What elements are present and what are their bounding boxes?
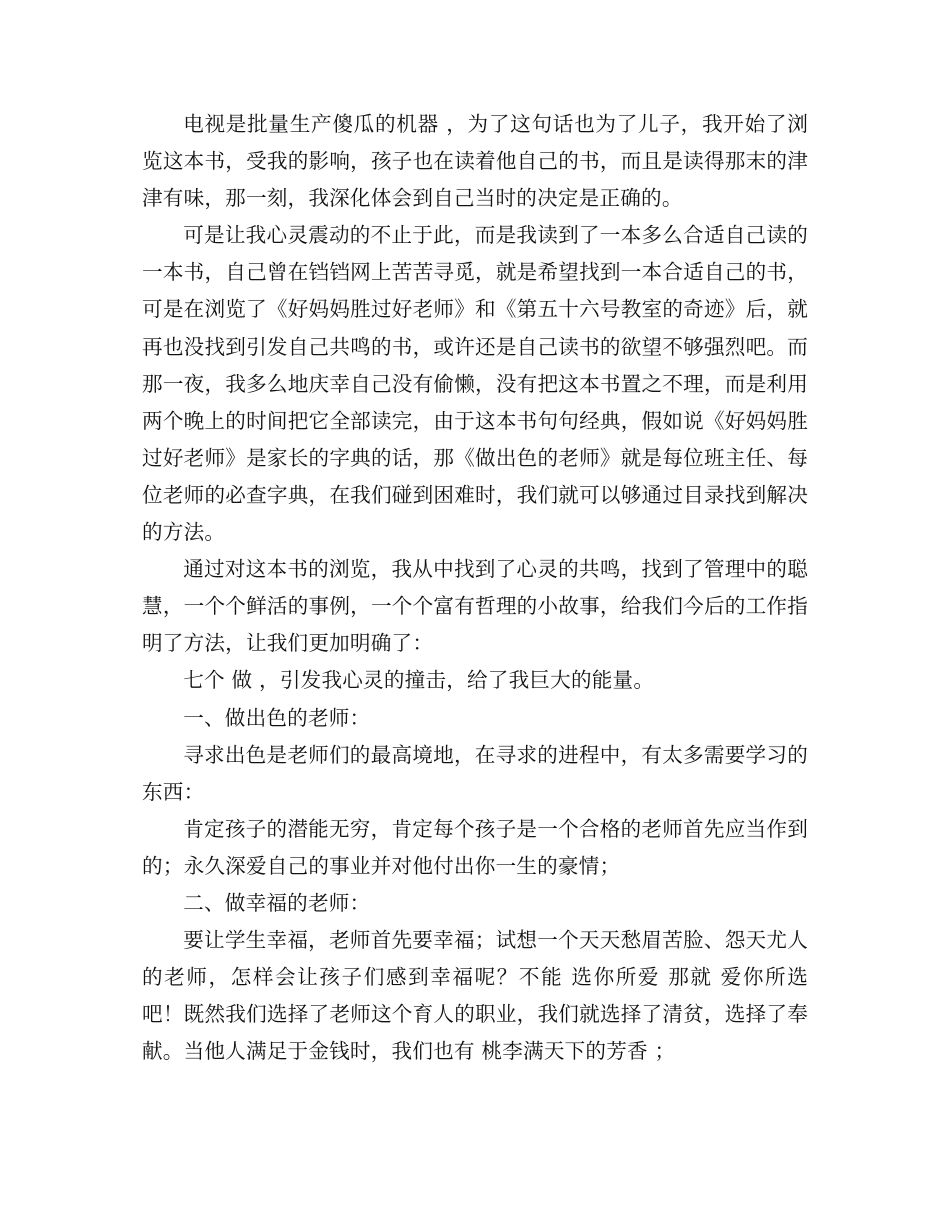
section-heading-1: 一、做出色的老师： — [183, 705, 371, 730]
paragraph-2: 可是让我心灵震动的不止于此，而是我读到了一本多么合适自己读的一本书，自己曾在铛铛网上苦苦寻觅，就是希望找到一本合适自己的书，可是在浏览了《好妈妈胜过好老师》和《第五十六号教室的奇迹》后，就再也没找到引发自己共鸣的书，或许还是自己读书的欲望不够强烈吧。而那一夜，我多么地庆幸自己没有偷懒，没有把这本书置之不理，而是利用两个晚上的时间把它全部读完，由于这本书句句经典，假如说《好妈妈胜过好老师》是家长的字典的话，那《做出色的老师》就是每位班主任、每位老师的必查字典，在我们碰到困难时，我们就可以够通过目录找到解决的方法。 — [142, 223, 808, 545]
paragraph-4: 七个 做 ，引发我心灵的撞击，给了我巨大的能量。 — [183, 668, 655, 693]
paragraph-3: 通过对这本书的浏览，我从中找到了心灵的共鸣，找到了管理中的聪慧，一个个鲜活的事例，一个个富有哲理的小故事，给我们今后的工作指明了方法，让我们更加明确了： — [142, 557, 808, 656]
section-heading-2: 二、做幸福的老师： — [183, 890, 371, 915]
paragraph-6: 肯定孩子的潜能无穷，肯定每个孩子是一个合格的老师首先应当作到的；永久深爱自己的事业并对他付出你一生的豪情； — [142, 816, 808, 878]
document-body — [142, 106, 808, 1070]
paragraph-7: 要让学生幸福，老师首先要幸福；试想一个天天愁眉苦脸、怨天尤人的老师，怎样会让孩子们感到幸福呢？不能 选你所爱 那就 爱你所选 吧！既然我们选择了老师这个育人的职业，我们就选择了清贫，选择了奉献。当他人满足于金钱时，我们也有 桃李满天下的芳香 ； — [142, 928, 808, 1064]
paragraph-1: 电视是批量生产傻瓜的机器 ，为了这句话也为了儿子，我开始了浏览这本书，受我的影响，孩子也在读着他自己的书，而且是读得那末的津津有味，那一刻，我深化体会到自己当时的决定是正确的。 — [142, 112, 808, 211]
paragraph-5: 寻求出色是老师们的最高境地，在寻求的进程中，有太多需要学习的东西： — [142, 742, 808, 804]
